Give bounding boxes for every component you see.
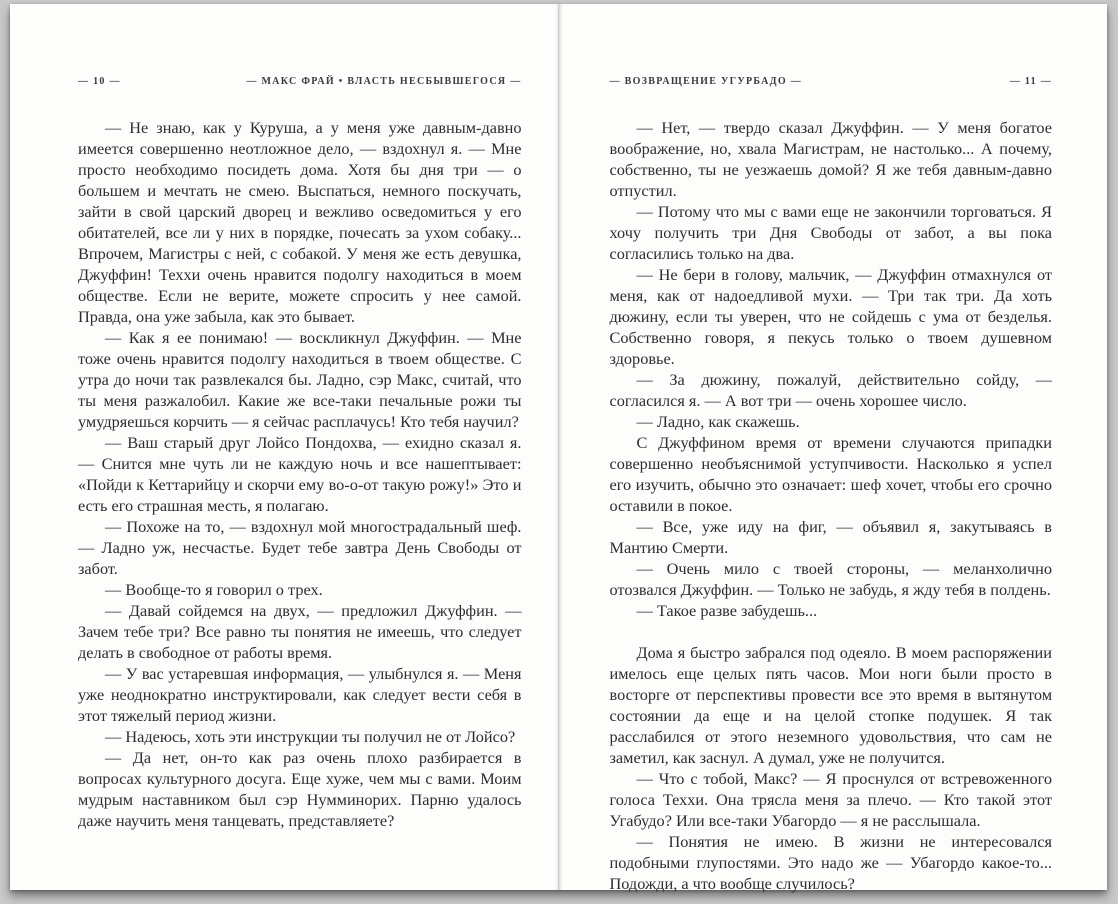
paragraph: — У вас устаревшая информация, — улыбнулся я. — Меня уже неоднократно инструктировали, как следует вести себя в этот тяжелый период жизни. <box>78 664 522 725</box>
paragraph: — Давай сойдемся на двух, — предложил Джуффин. — Зачем тебе три? Все равно ты понятия не имеешь, что следует делать в свободное от работы время. <box>78 601 522 662</box>
paragraph: — Да нет, он-то как раз очень плохо разбирается в вопросах культурного досуга. Еще хуже, чем мы с вами. Моим мудрым наставником был сэр Нумминорих. Парню удалось даже научить меня танцевать, представляете? <box>78 748 522 830</box>
page-number-left: — 10 — <box>78 76 121 87</box>
paragraph: — Такое разве забудешь... <box>636 601 818 620</box>
page-number-right: — 11 — <box>1009 76 1052 87</box>
paragraph: — За дюжину, пожалуй, действительно сойду, — согласился я. — А вот три — очень хорошее число. <box>609 370 1052 410</box>
paragraph: — Как я ее понимаю! — воскликнул Джуффин. — Мне тоже очень нравится подолгу находиться в твоем обществе. С утра до ночи так развлекался бы. Ладно, сэр Макс, считай, что ты меня разжалобил. Какие же все-таки печальные рожи ты умудряешься корчить — я сейчас расплачусь! Кто тебя научил? <box>78 328 522 431</box>
book-spread <box>10 4 1107 893</box>
paragraph: — Похоже на то, — вздохнул мой многострадальный шеф. — Ладно уж, несчастье. Будет тебе завтра День Свободы от забот. <box>78 517 522 578</box>
page-header-left <box>78 76 522 87</box>
paragraph: — Не бери в голову, мальчик, — Джуффин отмахнулся от меня, как от надоедливой мухи. — Три так три. Да хоть дюжину, если ты уверен, что не сойдешь с ума от безделья. Собственно говоря, я пекусь только о твоем душевном здоровье. <box>609 265 1052 368</box>
paragraph: — Очень мило с твоей стороны, — меланхолично отозвался Джуффин. — Только не забудь, я жду тебя в полдень. <box>609 559 1052 599</box>
page-header-right <box>610 76 1053 87</box>
page-body-left <box>78 117 522 831</box>
right-page <box>559 4 1108 893</box>
section-break <box>610 621 1053 642</box>
paragraph: — Нет, — твердо сказал Джуффин. — У меня богатое воображение, но, хвала Магистрам, не настолько... А почему, собственно, ты не уезжаешь домой? Я же тебя давным-давно отпустил. <box>609 118 1052 200</box>
paragraph: — Надеюсь, хоть эти инструкции ты получил не от Лойсо? <box>105 727 516 746</box>
running-title-left: — МАКС ФРАЙ • ВЛАСТЬ НЕСБЫВШЕГОСЯ — <box>246 76 522 87</box>
paragraph: — Ладно, как скажешь. <box>636 412 800 431</box>
paragraph: — Ваш старый друг Лойсо Пондохва, — ехидно сказал я. — Снится мне чуть ли не каждую ночь и все нашептывает: «Пойди к Кеттарийцу и скорчи ему во-о-от такую рожу!» Это и есть его страшная месть, я полагаю. <box>78 433 522 515</box>
paragraph: — Вообще-то я говорил о трех. <box>105 580 323 599</box>
paragraph: — Потому что мы с вами еще не закончили торговаться. Я хочу получить три Дня Свободы от забот, а вы пока согласились только на два. <box>609 202 1052 263</box>
page-body-right <box>610 117 1053 894</box>
paragraph: — Понятия не имею. В жизни не интересовался подобными глупостями. Это надо же — Убагордо какое-то... Подожди, а что вообще случилось? <box>609 832 1052 893</box>
left-page <box>10 4 559 890</box>
paragraph: Дома я быстро забрался под одеяло. В моем распоряжении имелось еще целых пять часов. Мои ноги были просто в восторге от перспективы провести все это время в вытянутом состоянии да еще и на целой стопке подушек. Я так расслабился от этого неземного удовольствия, что сам не заметил, как заснул. А думал, уже не получится. <box>609 643 1052 767</box>
paragraph: — Что с тобой, Макс? — Я проснулся от встревоженного голоса Теххи. Она трясла меня за плечо. — Кто такой этот Угабудо? Или все-таки Убагордо — я не расслышала. <box>609 769 1052 830</box>
paragraph: — Все, уже иду на фиг, — объявил я, закутываясь в Мантию Смерти. <box>609 517 1052 557</box>
paragraph: — Не знаю, как у Куруша, а у меня уже давным-давно имеется совершенно неотложное дело, — вздохнул я. — Мне просто необходимо посидеть дома. Хотя бы дня три — о большем и мечтать не смею. Выспаться, немного поскучать, зайти в свой царский дворец и вежливо осведомиться у его обитателей, все ли у них в порядке, почесать за ухом собаку... Впрочем, Магистры с ней, с собакой. У меня же есть девушка, Джуффин! Теххи очень нравится подолгу находиться в моем обществе. Если не верите, можете спросить у нее самой. Правда, она уже забыла, как это бывает. <box>78 118 522 326</box>
running-title-right: — ВОЗВРАЩЕНИЕ УГУРБАДО — <box>609 76 803 87</box>
paragraph: С Джуффином время от времени случаются припадки совершенно необъяснимой уступчивости. Насколько я успел его изучить, обычно это означает: шеф хочет, чтобы его срочно оставили в покое. <box>609 433 1052 515</box>
